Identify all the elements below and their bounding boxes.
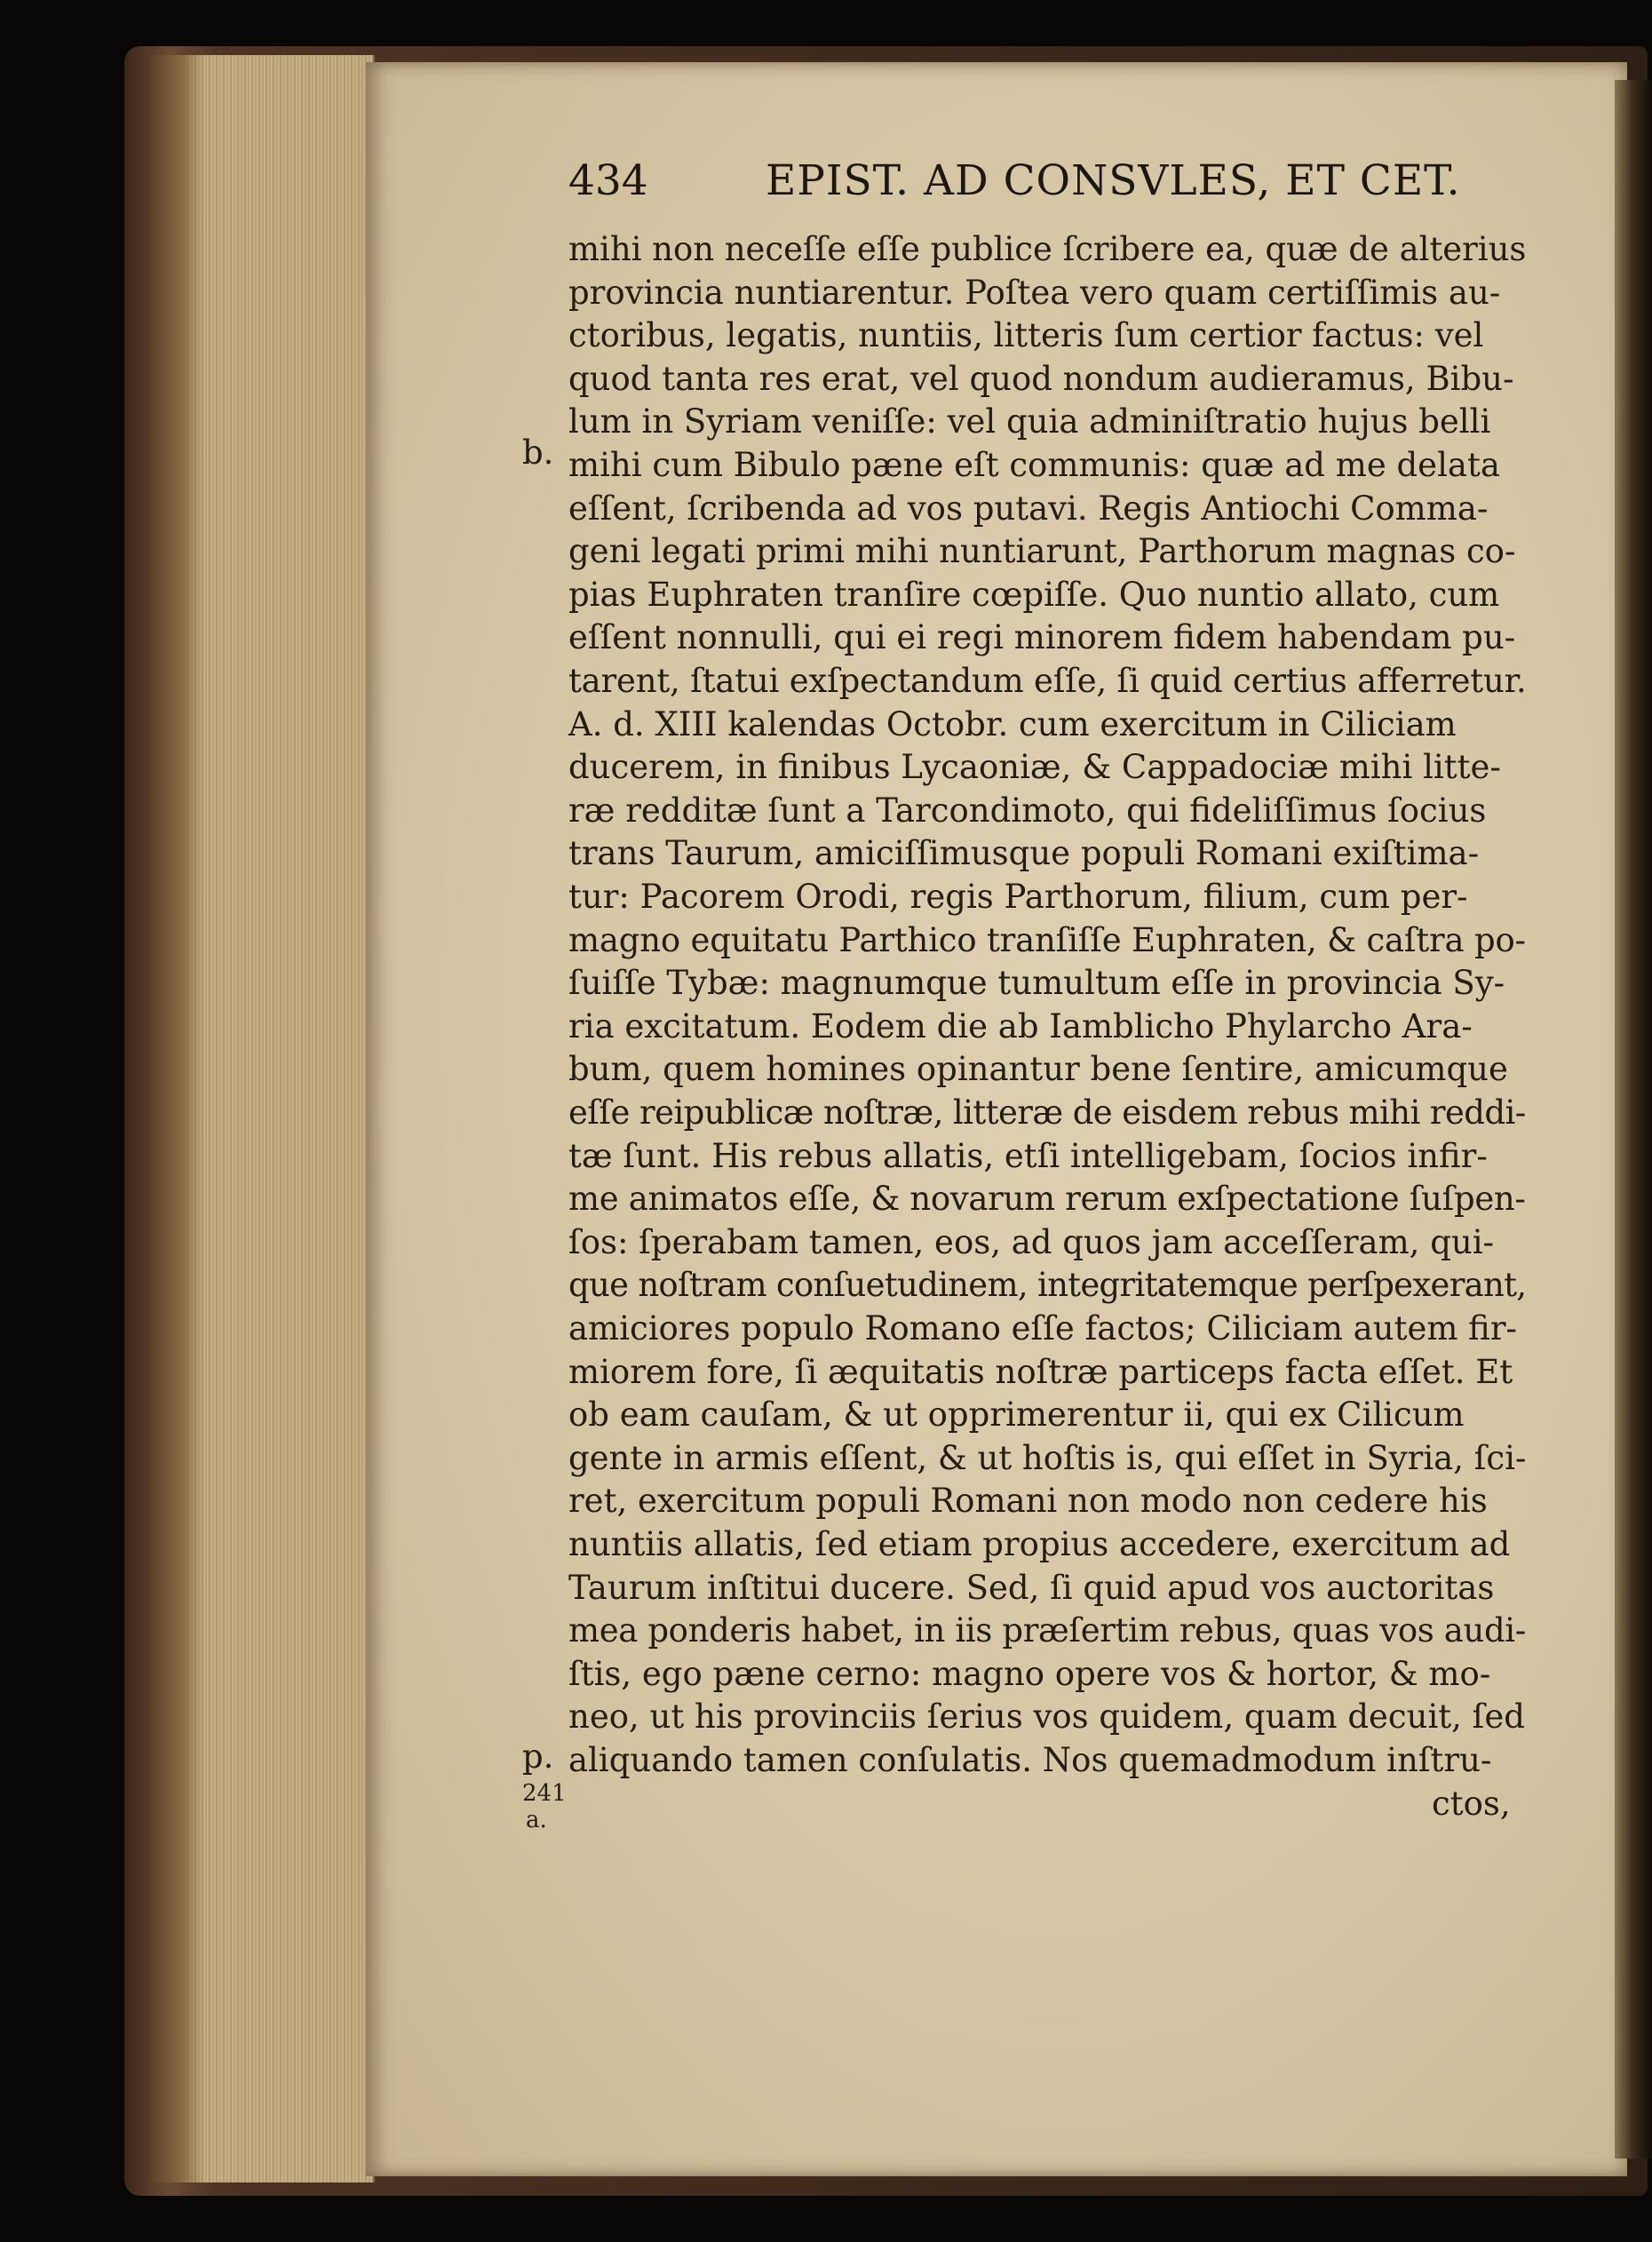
text-line: mihi non neceſſe eſſe publice ſcribere ea, quæ de alterius bbox=[568, 230, 1527, 268]
text-line: nuntiis allatis, ſed etiam propius accedere, exercitum ad bbox=[568, 1525, 1511, 1563]
text-line: ſuiſſe Tybæ: magnumque tumultum eſſe in provincia Sy- bbox=[568, 964, 1505, 1003]
facing-page-edge bbox=[1615, 80, 1652, 2159]
margin-note-p: p. bbox=[522, 1737, 554, 1776]
text-line: tæ ſunt. His rebus allatis, etſi intelligebam, ſocios infir- bbox=[568, 1136, 1488, 1175]
text-line: geni legati primi mihi nuntiarunt, Parthorum magnas co- bbox=[568, 532, 1516, 571]
text-line: aliquando tamen conſulatis. Nos quemadmodum inſtru- bbox=[568, 1741, 1492, 1779]
text-line: ſtis, ego pæne cerno: magno opere vos & hortor, & mo- bbox=[568, 1654, 1491, 1693]
text-line: me animatos eſſe, & novarum rerum exſpectatione ſuſpen- bbox=[568, 1180, 1526, 1219]
text-line: lum in Syriam veniſſe: vel quia adminiſtratio hujus belli bbox=[568, 402, 1491, 441]
text-line: tur: Pacorem Orodi, regis Parthorum, filium, cum per- bbox=[568, 878, 1468, 916]
text-line: neo, ut his provinciis ſerius vos quidem, quam decuit, ſed bbox=[568, 1697, 1525, 1737]
text-line: eſſe reipublicæ noſtræ, litteræ de eisdem rebus mihi reddi- bbox=[568, 1093, 1526, 1132]
text-line: ræ redditæ ſunt a Tarcondimoto, qui fideliſſimus ſocius bbox=[568, 791, 1487, 830]
text-line: ducerem, in finibus Lycaoniæ, & Cappadociæ mihi litte- bbox=[568, 748, 1501, 787]
text-line: amiciores populo Romano eſſe factos; Ciliciam autem fir- bbox=[568, 1309, 1518, 1348]
text-line: mihi cum Bibulo pæne eſt communis: quæ ad me delata bbox=[568, 446, 1500, 484]
text-line: A. d. XIII kalendas Octobr. cum exercitum in Ciliciam bbox=[568, 704, 1457, 743]
text-line: Taurum inſtitui ducere. Sed, ſi quid apud vos auctoritas bbox=[568, 1568, 1495, 1607]
margin-note-241: 241 bbox=[522, 1780, 567, 1807]
margin-note-b: b. bbox=[522, 433, 554, 472]
text-line: quod tanta res erat, vel quod nondum audieramus, Bibu- bbox=[568, 359, 1514, 398]
running-head: EPIST. AD CONSVLES, ET CET. bbox=[766, 156, 1461, 205]
text-line: que noſtram conſuetudinem, integritatemque perſpexerant, bbox=[568, 1266, 1527, 1305]
text-line: pias Euphraten tranſire cœpiſſe. Quo nuntio allato, cum bbox=[568, 575, 1500, 614]
text-line: ret, exercitum populi Romani non modo non cedere his bbox=[568, 1482, 1488, 1521]
text-line: ria excitatum. Eodem die ab Iamblicho Phylarcho Ara- bbox=[568, 1006, 1473, 1045]
text-line: miorem fore, ſi æquitatis noſtræ particeps facta eſſet. Et bbox=[568, 1352, 1513, 1391]
text-line: ctoribus, legatis, nuntiis, litteris ſum certior factus: vel bbox=[568, 316, 1484, 355]
text-line: magno equitatu Parthico tranſiſſe Euphraten, & caſtra po- bbox=[568, 920, 1526, 959]
text-line: ctos, bbox=[1432, 1784, 1511, 1823]
text-line: provincia nuntiarentur. Poſtea vero quam certiſſimis au- bbox=[568, 273, 1501, 312]
text-line: bum, quem homines opinantur bene ſentire, amicumque bbox=[568, 1050, 1508, 1089]
text-line: ob eam cauſam, & ut opprimerentur ii, qui ex Cilicum bbox=[568, 1395, 1465, 1435]
margin-note-a: a. bbox=[526, 1807, 547, 1833]
text-line: mea ponderis habet, in iis præſertim rebus, quas vos audi- bbox=[568, 1611, 1526, 1650]
text-line: tarent, ſtatui exſpectandum eſſe, ſi quid certius afferretur. bbox=[568, 662, 1527, 700]
page-number: 434 bbox=[568, 156, 648, 205]
text-line: eſſent nonnulli, qui ei regi minorem fidem habendam pu- bbox=[568, 618, 1516, 657]
text-line: gente in armis eſſent, & ut hoſtis is, qui eſſet in Syria, ſci- bbox=[568, 1438, 1527, 1477]
text-line: trans Taurum, amiciſſimusque populi Romani exiſtima- bbox=[568, 834, 1480, 873]
text-line: eſſent, ſcribenda ad vos putavi. Regis Antiochi Comma- bbox=[568, 489, 1489, 528]
text-line: ſos: ſperabam tamen, eos, ad quos jam acceſſeram, qui- bbox=[568, 1222, 1495, 1261]
page-edges bbox=[151, 55, 375, 2182]
